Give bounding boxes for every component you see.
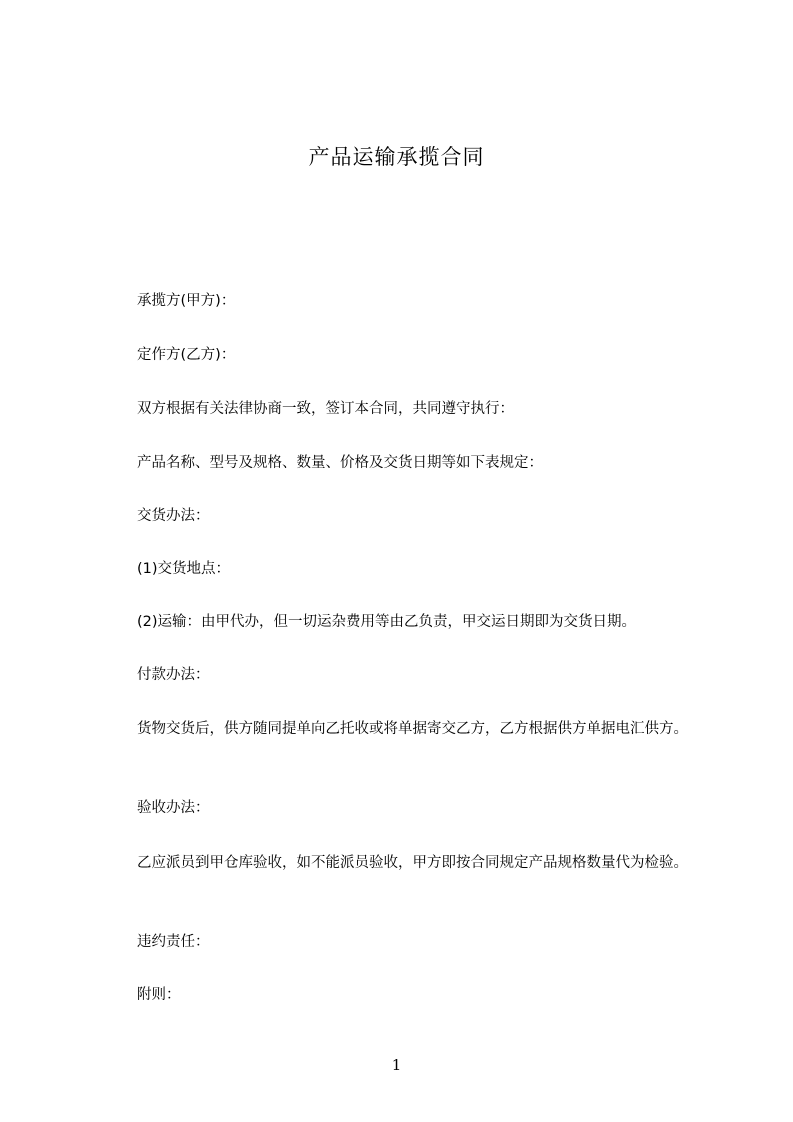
delivery-heading: 交货办法： [137, 508, 210, 524]
intro-line: 双方根据有关法律协商一致，签订本合同，共同遵守执行： [137, 401, 514, 417]
customer-party-line: 定作方(乙方)： [137, 347, 236, 363]
inspection-heading: 验收办法： [137, 800, 210, 816]
page-number: 1 [391, 1056, 402, 1074]
delivery-location-item: (1)交货地点： [137, 561, 231, 577]
document-title: 产品运输承揽合同 [308, 145, 485, 169]
appendix-heading: 附则： [137, 987, 181, 1003]
contractor-party-line: 承揽方(甲方)： [137, 293, 236, 309]
payment-heading: 付款办法： [137, 667, 210, 683]
breach-heading: 违约责任： [137, 934, 210, 950]
product-spec-line: 产品名称、型号及规格、数量、价格及交货日期等如下表规定： [137, 455, 543, 471]
inspection-paragraph: 乙应派员到甲仓库验收，如不能派员验收，甲方即按合同规定产品规格数量代为检验。 [137, 855, 688, 871]
payment-paragraph: 货物交货后，供方随同提单向乙托收或将单据寄交乙方，乙方根据供方单据电汇供方。 [137, 721, 688, 737]
delivery-transport-item: (2)运输：由甲代办，但一切运杂费用等由乙负责，甲交运日期即为交货日期。 [137, 614, 637, 630]
